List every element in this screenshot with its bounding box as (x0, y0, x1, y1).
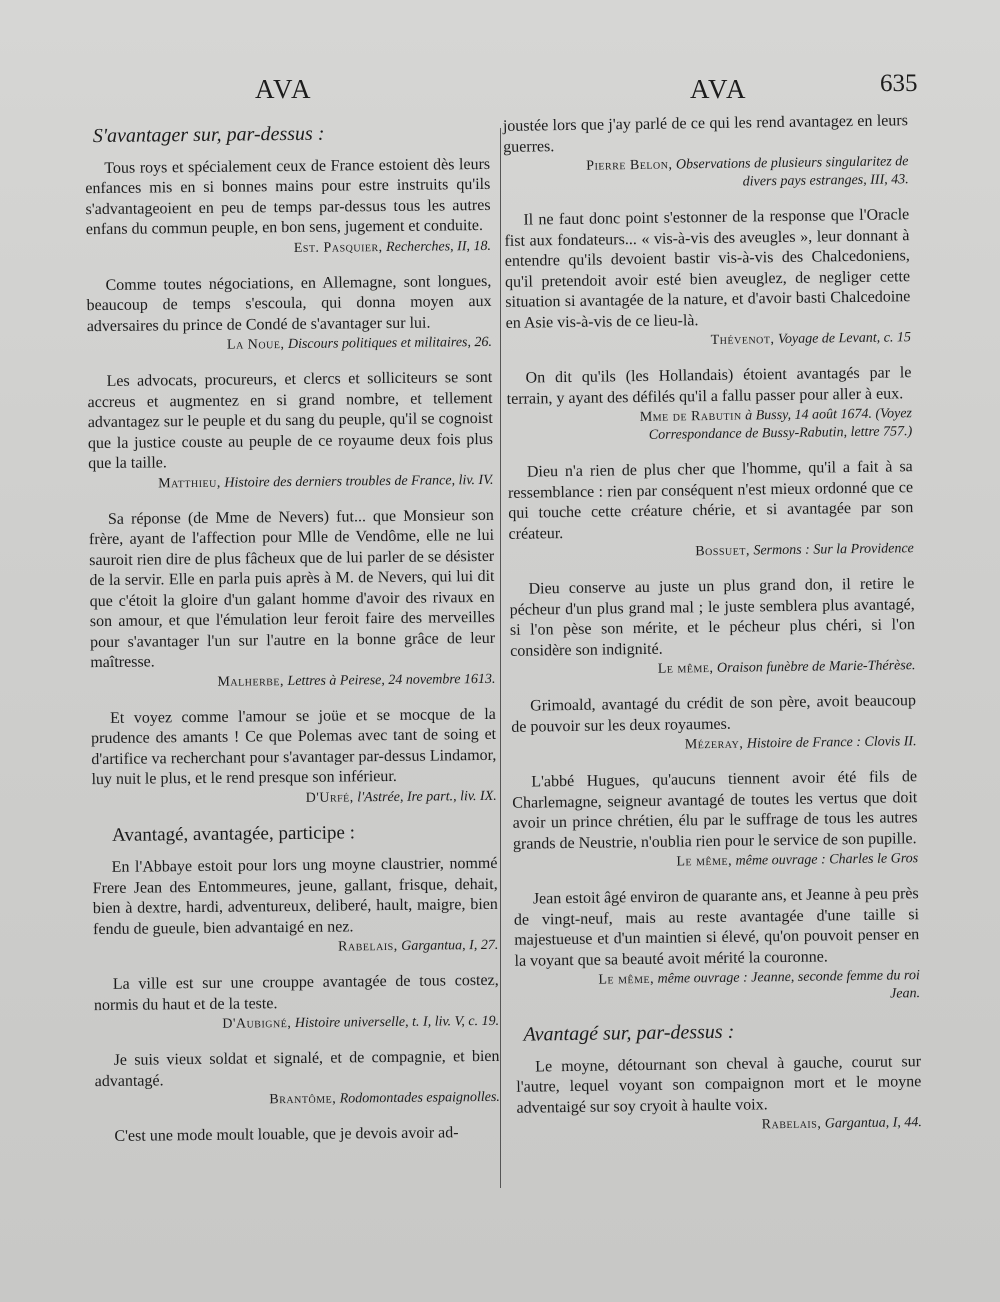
headword: Avantagé, avantagée, participe : (111, 821, 356, 846)
citation (503, 153, 908, 195)
citation-ref: Oraison funèbre de Marie-Thérèse. (716, 658, 916, 676)
citation-ref: Rodomontades espaignolles. (339, 1089, 500, 1107)
citation-ref: Observations de plusieurs singularitez de divers pays estranges, III, 43. (675, 154, 909, 190)
quotation: Comme toutes négociations, en Allemagne, sont longues, beaucoup de temps s'escoula, qui donna moyen aux adversaires du prince de Condé de s'avantager sur lui. (86, 272, 492, 335)
citation-ref: Histoire des derniers troubles de France, liv. IV. (224, 472, 494, 491)
section-heading: S'avantager sur, par-dessus : (92, 122, 325, 148)
citation-author: Le même, (676, 853, 733, 870)
quotation-continuation: joustée lors que j'ay parlé de ce qui les rend avantagez en leurs guerres. (502, 112, 908, 156)
column-divider (500, 128, 501, 1188)
quotation: Sa réponse (de Mme de Nevers) fut... que Monsieur son frère, ayant de l'affection pour Mlle de Vendôme, elle ne lui sauroit rien dire de plus fâcheux que de lui parler de se désister de la servir. Elle en parla puis après à M. de Nevers, qui lui dit que c'étoit la gloire d'un galant homme d'avoir des rivaux en son amour, et que l'émulation leur feroit faire des merveilles pour s'avantager l'un sur l'autre en la bonne grâce de leur maîtresse. (88, 506, 496, 672)
citation-ref: Lettres à Peirese, 24 novembre 1613. (287, 671, 496, 689)
citation-ref: Histoire universelle, t. I, liv. V, c. 19. (294, 1013, 500, 1031)
citation-ref: Gargantua, I, 44. (824, 1115, 922, 1132)
quotation: Et voyez comme l'amour se joüe et se mocque de la prudence des amants ! Ce que Polemas avec tant de soing et d'artifice va recherchant pour s'avantager par-dessus Lindamor, luy nuit le plus, et le rend presque son inférieur. (91, 705, 497, 789)
citation-author: Brantôme, (269, 1091, 337, 1108)
citation-ref: Histoire de France : Clovis II. (746, 734, 917, 752)
quotation: Dieu n'a rien de plus cher que l'homme, qu'il a fait à sa ressemblance : rien par conséquent n'est mieux ordonné que ce qui touche cette créature chérie, et si avantagée par son créateur. (507, 458, 914, 543)
citation-ref: Recherches, II, 18. (386, 238, 492, 255)
quotation: Jean estoit âgé environ de quarante ans, et Jeanne à peu près de vingt-neuf, mais au reste avantagée d'une taille si majestueuse et d'un maintien si élevé, qu'on pouvoit penser en la voyant que sa beauté avoit mérité la couronne. (513, 885, 920, 970)
running-head-right: AVA (690, 74, 748, 104)
citation-author: Bossuet, (695, 543, 751, 560)
citation (95, 1089, 500, 1111)
quotation: On dit qu'ils (les Hollandais) étoient avantagés par le terrain, y ayant des défilés qu'il a fallu passer pour aller à eux. (506, 364, 912, 408)
citation (88, 471, 493, 493)
citation (87, 334, 492, 356)
citation-ref: Gargantua, I, 27. (401, 937, 499, 954)
quotation: Il ne faut donc point s'estonner de la response que l'Oracle fist aux fondateurs... « vis-à-vis des aveugles », leur donnant à entendre qu'ils devoient bastir vis-à-vis des Chalcedoniens, qu'il pretendoit avoir esté bien aveuglez, de negliger cette situation si avantagée de la nature, et d'avoir basti Chalcedoine en Asie vis-à-vis de ce lieu-là. (504, 206, 911, 332)
citation (92, 787, 497, 809)
citation-author: Pierre Belon, (586, 157, 673, 174)
quotation: Grimoald, avantagé du crédit de son père, avoit beaucoup de pouvoir sur les deux royaumes. (511, 692, 917, 736)
citation (94, 1013, 499, 1035)
citation (507, 405, 912, 447)
citation-author: Rabelais, (338, 938, 398, 955)
citation (90, 670, 495, 692)
citation (86, 237, 491, 259)
quotation: Le moyne, détournant son cheval à gauche, courut sur l'autre, lequel voyant son compaignon mort et le moyne adventaigé sur soy cryoit à haulte voix. (516, 1052, 922, 1117)
citation-author: Le même, (657, 660, 714, 677)
quotation: Je suis vieux soldat et signalé, et de compagnie, et bien advantagé. (94, 1047, 500, 1090)
citation-author: Mézeray, (684, 736, 744, 753)
section-heading: Avantagé sur, par-dessus : (523, 1020, 735, 1046)
citation-author: Est. Pasquier, (293, 239, 383, 256)
citation-author: D'Aubigné, (222, 1016, 292, 1032)
quotation: En l'Abbaye estoit pour lors ung moyne claustrier, nommé Frere Jean des Entommeures, jeune, gallant, frisque, dehait, bien à dextre, hardi, adventureux, deliberé, hault, maigre, bien fendu de gueule, bien advantaigé en nez. (92, 854, 498, 938)
page-number: 635 (880, 70, 918, 97)
citation-ref: Discours politiques et militaires, 26. (287, 334, 493, 353)
left-column (85, 118, 501, 1148)
quotation: Tous roys et spécialement ceux de France estoient dès leurs enfances mis en si bonnes mains pour estre instruits qu'ils s'advantageoient en peu de temps par-dessus tous les autres enfans du commun peuple, en bon sens, jugement et conduite. (85, 155, 491, 239)
citation (515, 967, 920, 1009)
citation-author: Matthieu, (158, 475, 221, 491)
right-column (503, 111, 922, 1154)
citation-author: D'Urfé, (305, 789, 354, 806)
citation-author: La Noue, (226, 337, 285, 353)
citation-ref: Voyage de Levant, c. 15 (777, 330, 912, 348)
citation-ref: même ouvrage : Charles le Gros (735, 851, 919, 869)
quotation: L'abbé Hugues, qu'aucuns tiennent avoir été fils de Charlemagne, seigneur avantagé de toutes les vertus que doit avoir un prince chrétien, élu par le suffrage de tous les autres grands de Neustrie, n'oublia rien pour le service de son pupille. (512, 768, 918, 853)
quotation: La ville est sur une crouppe avantagée de tous costez, normis du haut et de la teste. (93, 971, 499, 1014)
quotation-continued: C'est une mode moult louable, que je devois avoir ad- (114, 1124, 459, 1145)
citation-author: Malherbe, (217, 673, 285, 690)
quotation: Les advocats, procureurs, et clercs et solliciteurs se sont accreus et augmentez en si grand nombre, et tellement advantagez sur le peuple et du sang du peuple, qu'il se cognoist que la justice couste au peuple de ce royaume deux fois plus que la taille. (87, 368, 494, 473)
quotation: Dieu conserve au juste un plus grand don, il retire le pécheur d'un plus grand mal ; le juste semblera plus avantagé, si l'on pèse son mérite, et le pécheur plus chéri, si l'on considère son indignité. (509, 575, 916, 660)
citation-ref: à Bussy, 14 août 1674. (Voyez Correspondance de Bussy-Rabutin, lettre 757.) (648, 406, 913, 443)
citation-ref: l'Astrée, Ire part., liv. IX. (357, 788, 497, 805)
citation-author: Le même, (598, 971, 655, 988)
citation-author: Thévenot, (710, 332, 775, 348)
citation (93, 937, 498, 959)
citation-ref: même ouvrage : Jeanne, seconde femme du roi Jean. (657, 968, 921, 1002)
citation-ref: Sermons : Sur la Providence (753, 541, 914, 559)
citation-author: Rabelais, (761, 1116, 822, 1133)
running-head-left: AVA (255, 74, 313, 104)
citation-author: Mme de Rabutin (639, 408, 742, 425)
